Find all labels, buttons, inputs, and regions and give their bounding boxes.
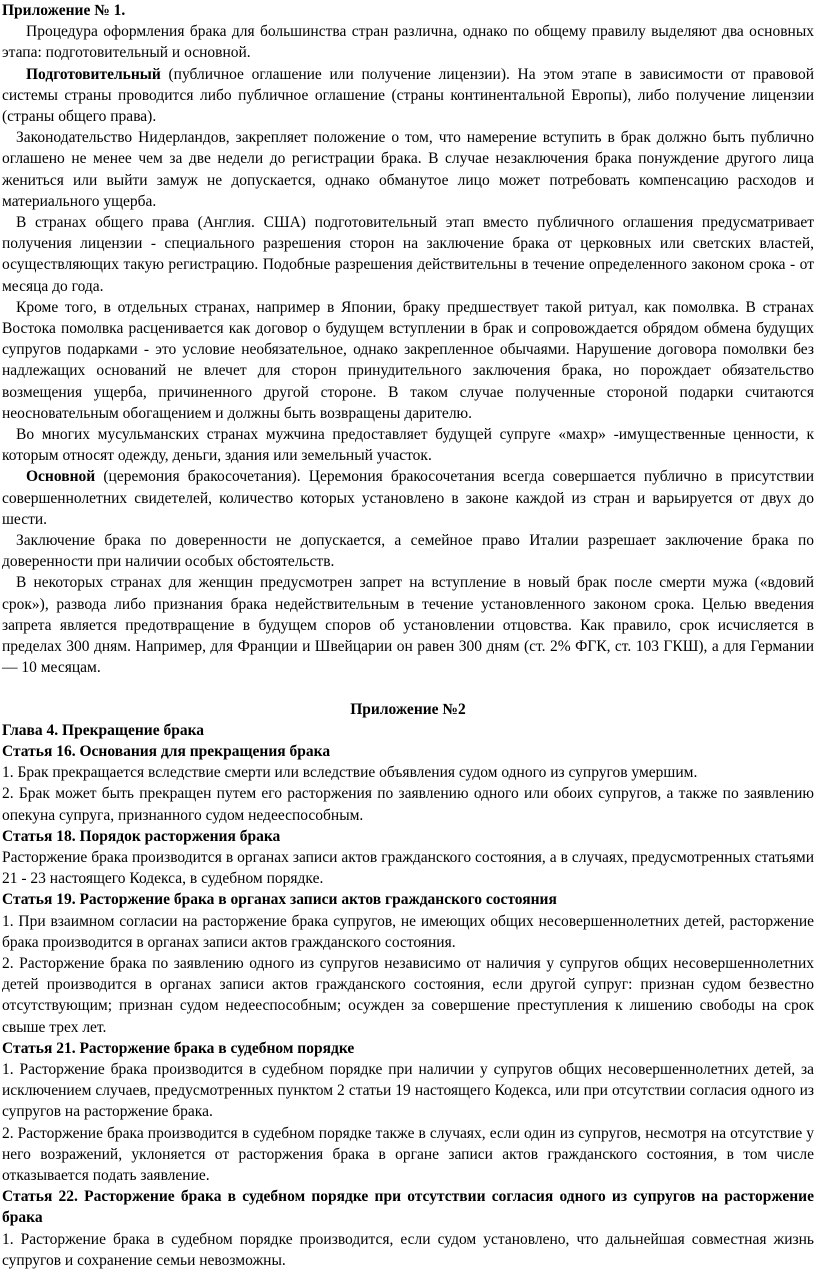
chapter-title: Глава 4. Прекращение брака bbox=[2, 721, 205, 739]
term-main: Основной bbox=[26, 468, 96, 486]
paragraph-proxy-marriage: Заключение брака по доверенности не допускается, а семейное право Италии разрешает заключение брака по доверенности при наличии особых обстоятельств. bbox=[2, 532, 814, 571]
paragraph-engagement: Кроме того, в отдельных странах, например в Японии, браку предшествует такой ритуал, как помолвка. В странах Востока помолвка расценивается как договор о будущем вступлении в брак и сопровождается обрядом обмена будущих супругов подарками - это условие необязательное, однако закрепленное обычаями. Нарушение договора помолвки без надлежащих оснований не влечет для сторон принудительного заключения брака, но порождает обязательство возмещения ущерба, причиненного другой стороне. В таком случае полученные стороной подарки считаются неосновательным обогащением и должны быть возвращены дарителю. bbox=[2, 298, 814, 422]
paragraph-main-stage bbox=[2, 466, 814, 530]
paragraph-preparatory bbox=[2, 64, 814, 128]
article-18-text: Расторжение брака производится в органах записи актов гражданского состояния, а в случаях, предусмотренных статьями 21 - 23 настоящего Кодекса, в судебном порядке. bbox=[2, 848, 814, 888]
article-22-title: Статья 22. Расторжение брака в судебном порядке при отсутствии согласия одного из супругов на расторжение брака bbox=[2, 1188, 814, 1227]
term-preparatory: Подготовительный bbox=[26, 65, 161, 83]
article-19-item-2: 2. Расторжение брака по заявлению одного из супругов независимо от наличия у супругов общих несовершеннолетних детей производится в органах записи актов гражданского состояния, если другой супруг: признан судом безвестно отсутствующим; признан судом недееспособным; осужден за совершение преступления к лишению свободы на срок свыше трех лет. bbox=[2, 954, 814, 1036]
article-16-title: Статья 16. Основания для прекращения брака bbox=[2, 742, 331, 760]
article-22-item-1: 1. Расторжение брака в судебном порядке производится, если судом установлено, что дальнейшая совместная жизнь супругов и сохранение семьи невозможны. bbox=[2, 1230, 814, 1269]
paragraph-netherlands: Законодательство Нидерландов, закрепляет положение о том, что намерение вступить в брак должно быть публично оглашено не менее чем за две недели до регистрации брака. В случае незаключения брака понуждение другого лица жениться или выйти замуж не допускается, однако обманутое лицо может потребовать компенсацию расходов и материального ущерба. bbox=[2, 129, 814, 210]
article-16-item-2: 2. Брак может быть прекращен путем его расторжения по заявлению одного или обоих супругов, а также по заявлению опекуна супруга, признанного судом недееспособным. bbox=[2, 785, 814, 824]
article-16-item-1: 1. Брак прекращается вследствие смерти или вследствие объявления судом одного из супругов умершим. bbox=[2, 764, 698, 782]
article-21-title: Статья 21. Расторжение брака в судебном порядке bbox=[2, 1039, 355, 1057]
appendix-2-title: Приложение №2 bbox=[350, 700, 466, 718]
paragraph-mahr: Во многих мусульманских странах мужчина предоставляет будущей супруге «махр» -имущественные ценности, к которым относят одежду, деньги, здания или земельный участок. bbox=[2, 426, 814, 465]
paragraph-preparatory-text: (публичное оглашение или получение лицензии). На этом этапе в зависимости от правовой системы страны проводится либо публичное оглашение (страны континентальной Европы), либо получение лицензии (страны общего права). bbox=[2, 65, 814, 126]
article-21-item-1: 1. Расторжение брака производится в судебном порядке при наличии у супругов общих несовершеннолетних детей, за исключением случаев, предусмотренных пунктом 2 статьи 19 настоящего Кодекса, или при отсутствии согласия одного из супругов на расторжение брака. bbox=[2, 1060, 814, 1121]
paragraph-common-law: В странах общего права (Англия. США) подготовительный этап вместо публичного оглашения предусматривает получения лицензии - специального разрешения сторон на заключение брака от церковных или светских властей, осуществляющих такую регистрацию. Подобные разрешения действительны в течение определенного законом срока - от месяца до года. bbox=[2, 214, 814, 295]
article-19-item-1: 1. При взаимном согласии на расторжение брака супругов, не имеющих общих несовершеннолетних детей, расторжение брака производится в органах записи актов гражданского состояния. bbox=[2, 912, 814, 951]
article-19-title: Статья 19. Расторжение брака в органах записи актов гражданского состояния bbox=[2, 891, 557, 909]
paragraph-widow-term: В некоторых странах для женщин предусмотрен запрет на вступление в новый брак после смерти мужа («вдовий срок»), развода либо признания брака недействительным в течение установленного законом срока. Целью введения запрета является предотвращение в будущем споров об установлении отцовства. Как правило, срок исчисляется в пределах 300 дням. Например, для Франции и Швейцарии он равен 300 дням (ст. 2% ФГК, ст. 103 ГКШ), а для Германии — 10 месяцам. bbox=[2, 574, 814, 677]
paragraph-main-stage-text: (церемония бракосочетания). Церемония бракосочетания всегда совершается публично в присутствии совершеннолетних свидетелей, количество которых установлено в законе каждой из стран и варьируется от двух до шести. bbox=[2, 468, 814, 528]
paragraph-procedure: Процедура оформления брака для большинства стран различна, однако по общему правилу выделяют два основных этапа: подготовительный и основной. bbox=[2, 23, 814, 62]
appendix-1-title: Приложение № 1. bbox=[2, 2, 126, 19]
spacer bbox=[2, 679, 814, 699]
article-18-title: Статья 18. Порядок расторжения брака bbox=[2, 827, 281, 845]
article-21-item-2: 2. Расторжение брака производится в судебном порядке также в случаях, если один из супругов, несмотря на отсутствие у него возражений, уклоняется от расторжения брака в органе записи актов гражданского состояния, в том числе отказывается подать заявление. bbox=[2, 1124, 814, 1184]
